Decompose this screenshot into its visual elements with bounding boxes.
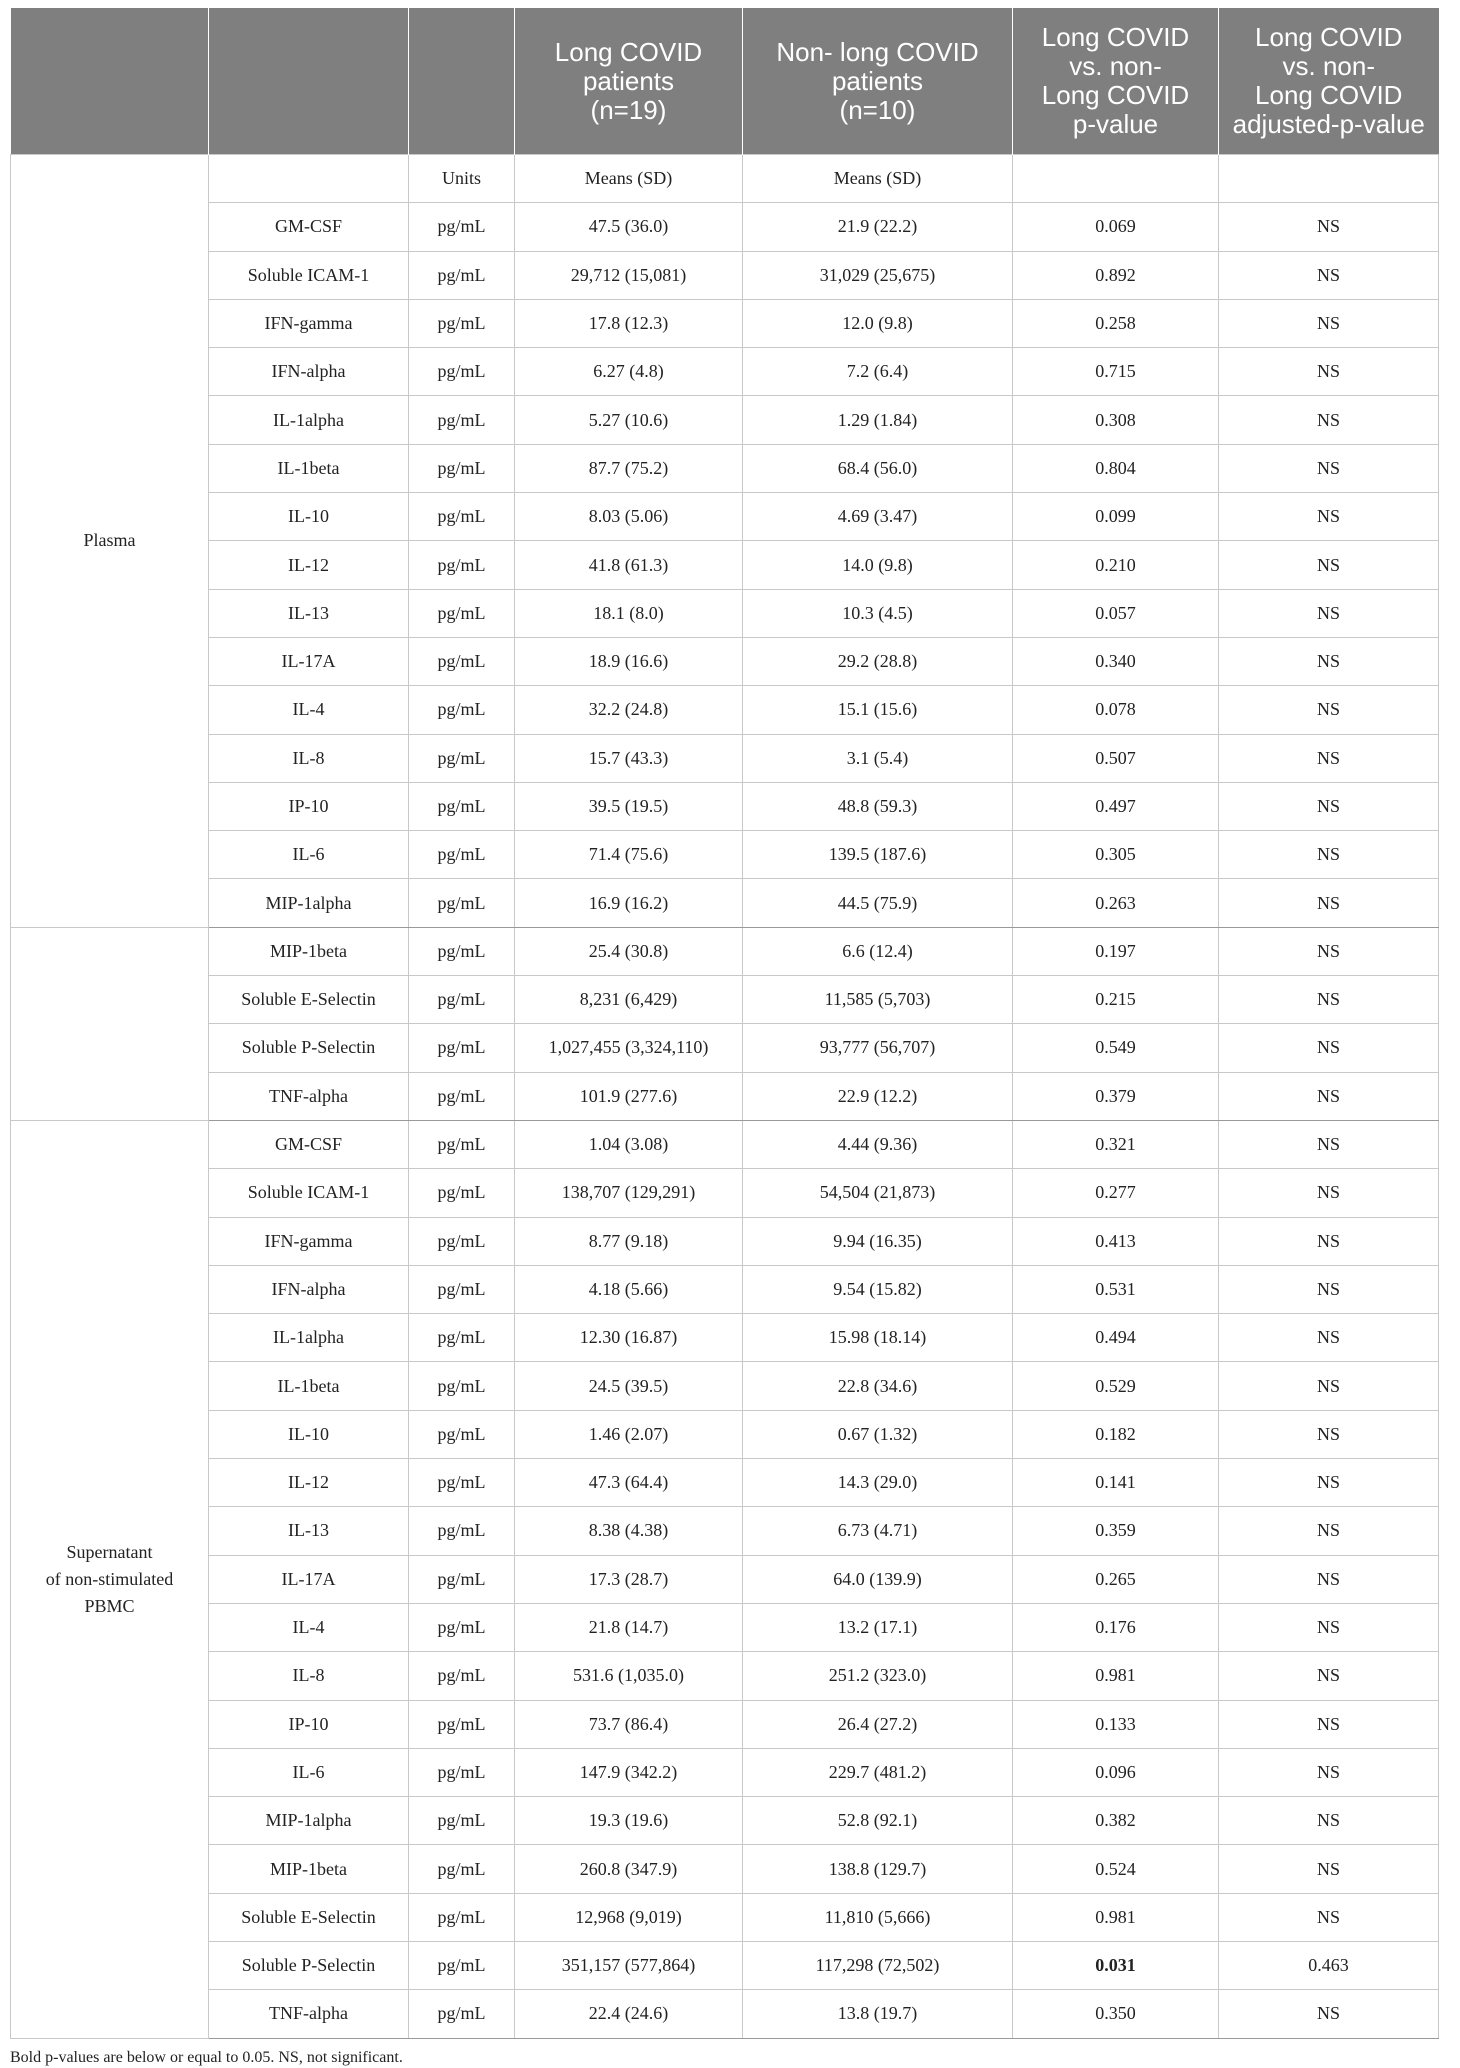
adjusted-p-value-cell: NS <box>1219 1217 1439 1265</box>
non-long-covid-cell: 4.44 (9.36) <box>743 1120 1013 1168</box>
long-covid-cell: 41.8 (61.3) <box>515 541 743 589</box>
long-covid-cell: 15.7 (43.3) <box>515 734 743 782</box>
subheader-non-long-means: Means (SD) <box>743 155 1013 203</box>
subheader-adj <box>1219 155 1439 203</box>
adjusted-p-value-cell: NS <box>1219 1990 1439 2038</box>
non-long-covid-cell: 52.8 (92.1) <box>743 1797 1013 1845</box>
marker-cell: GM-CSF <box>209 203 409 251</box>
long-covid-cell: 16.9 (16.2) <box>515 879 743 927</box>
table-row <box>11 1555 1439 1603</box>
marker-cell: IL-6 <box>209 1748 409 1796</box>
header-non-long-covid: Non- long COVID patients (n=10) <box>743 8 1013 155</box>
units-cell: pg/mL <box>409 734 515 782</box>
p-value-cell: 0.069 <box>1013 203 1219 251</box>
non-long-covid-cell: 21.9 (22.2) <box>743 203 1013 251</box>
units-cell: pg/mL <box>409 1700 515 1748</box>
units-cell: pg/mL <box>409 1893 515 1941</box>
marker-cell: IFN-alpha <box>209 348 409 396</box>
p-value-cell: 0.549 <box>1013 1024 1219 1072</box>
non-long-covid-cell: 0.67 (1.32) <box>743 1410 1013 1458</box>
adjusted-p-value-cell: NS <box>1219 493 1439 541</box>
adjusted-p-value-cell: NS <box>1219 444 1439 492</box>
header-marker <box>209 8 409 155</box>
units-cell: pg/mL <box>409 1265 515 1313</box>
p-value-cell: 0.413 <box>1013 1217 1219 1265</box>
long-covid-cell: 12,968 (9,019) <box>515 1893 743 1941</box>
marker-cell: IL-8 <box>209 1652 409 1700</box>
units-cell: pg/mL <box>409 782 515 830</box>
table-row <box>11 1603 1439 1651</box>
adjusted-p-value-cell: NS <box>1219 734 1439 782</box>
units-cell: pg/mL <box>409 1314 515 1362</box>
long-covid-cell: 8.38 (4.38) <box>515 1507 743 1555</box>
table-row <box>11 976 1439 1024</box>
long-covid-cell: 8.77 (9.18) <box>515 1217 743 1265</box>
adjusted-p-value-cell: 0.463 <box>1219 1941 1439 1989</box>
marker-cell: Soluble E-Selectin <box>209 976 409 1024</box>
long-covid-cell: 101.9 (277.6) <box>515 1072 743 1120</box>
long-covid-cell: 19.3 (19.6) <box>515 1797 743 1845</box>
adjusted-p-value-cell: NS <box>1219 831 1439 879</box>
long-covid-cell: 24.5 (39.5) <box>515 1362 743 1410</box>
p-value-cell: 0.305 <box>1013 831 1219 879</box>
table-row <box>11 1072 1439 1120</box>
header-group <box>11 8 209 155</box>
subheader-long-means: Means (SD) <box>515 155 743 203</box>
adjusted-p-value-cell: NS <box>1219 1603 1439 1651</box>
table-row <box>11 203 1439 251</box>
non-long-covid-cell: 1.29 (1.84) <box>743 396 1013 444</box>
group-label-line: PBMC <box>84 1595 135 1616</box>
table-row <box>11 396 1439 444</box>
non-long-covid-cell: 31,029 (25,675) <box>743 251 1013 299</box>
marker-cell: IL-12 <box>209 1459 409 1507</box>
table-row <box>11 686 1439 734</box>
table-row <box>11 927 1439 975</box>
units-cell: pg/mL <box>409 444 515 492</box>
non-long-covid-cell: 93,777 (56,707) <box>743 1024 1013 1072</box>
header-row <box>11 8 1439 155</box>
long-covid-cell: 6.27 (4.8) <box>515 348 743 396</box>
units-cell: pg/mL <box>409 1169 515 1217</box>
units-cell: pg/mL <box>409 203 515 251</box>
marker-cell: TNF-alpha <box>209 1072 409 1120</box>
adjusted-p-value-cell: NS <box>1219 1410 1439 1458</box>
cytokine-table <box>10 8 1439 2039</box>
marker-cell: IL-13 <box>209 1507 409 1555</box>
long-covid-cell: 18.1 (8.0) <box>515 589 743 637</box>
non-long-covid-cell: 139.5 (187.6) <box>743 831 1013 879</box>
group-label-plasma <box>11 155 209 928</box>
p-value-cell: 0.382 <box>1013 1797 1219 1845</box>
p-value-cell: 0.529 <box>1013 1362 1219 1410</box>
marker-cell: IL-1alpha <box>209 396 409 444</box>
non-long-covid-cell: 138.8 (129.7) <box>743 1845 1013 1893</box>
units-cell: pg/mL <box>409 1459 515 1507</box>
p-value-cell: 0.981 <box>1013 1652 1219 1700</box>
table-row <box>11 299 1439 347</box>
non-long-covid-cell: 13.2 (17.1) <box>743 1603 1013 1651</box>
units-cell: pg/mL <box>409 1603 515 1651</box>
adjusted-p-value-cell: NS <box>1219 879 1439 927</box>
p-value-cell: 0.057 <box>1013 589 1219 637</box>
p-value-cell: 0.215 <box>1013 976 1219 1024</box>
table-row <box>11 1459 1439 1507</box>
table-row <box>11 1893 1439 1941</box>
table-row <box>11 637 1439 685</box>
table-row <box>11 541 1439 589</box>
units-cell: pg/mL <box>409 1410 515 1458</box>
p-value-cell: 0.524 <box>1013 1845 1219 1893</box>
p-value-cell: 0.981 <box>1013 1893 1219 1941</box>
marker-cell: GM-CSF <box>209 1120 409 1168</box>
adjusted-p-value-cell: NS <box>1219 541 1439 589</box>
adjusted-p-value-cell: NS <box>1219 396 1439 444</box>
long-covid-cell: 32.2 (24.8) <box>515 686 743 734</box>
p-value-cell: 0.265 <box>1013 1555 1219 1603</box>
marker-cell: TNF-alpha <box>209 1990 409 2038</box>
non-long-covid-cell: 15.98 (18.14) <box>743 1314 1013 1362</box>
units-cell: pg/mL <box>409 1748 515 1796</box>
units-cell: pg/mL <box>409 1362 515 1410</box>
table-row <box>11 1024 1439 1072</box>
marker-cell: MIP-1beta <box>209 927 409 975</box>
adjusted-p-value-cell: NS <box>1219 1700 1439 1748</box>
marker-cell: MIP-1alpha <box>209 879 409 927</box>
adjusted-p-value-cell: NS <box>1219 299 1439 347</box>
adjusted-p-value-cell: NS <box>1219 1314 1439 1362</box>
units-cell: pg/mL <box>409 927 515 975</box>
subheader-p <box>1013 155 1219 203</box>
long-covid-cell: 147.9 (342.2) <box>515 1748 743 1796</box>
long-covid-cell: 138,707 (129,291) <box>515 1169 743 1217</box>
header-p-value: Long COVID vs. non- Long COVID p-value <box>1013 8 1219 155</box>
table-container <box>10 8 1438 2067</box>
adjusted-p-value-cell: NS <box>1219 1072 1439 1120</box>
table-footnote: Bold p-values are below or equal to 0.05. NS, not significant. <box>10 2048 403 2066</box>
long-covid-cell: 22.4 (24.6) <box>515 1990 743 2038</box>
table-row <box>11 1652 1439 1700</box>
non-long-covid-cell: 11,585 (5,703) <box>743 976 1013 1024</box>
non-long-covid-cell: 3.1 (5.4) <box>743 734 1013 782</box>
non-long-covid-cell: 251.2 (323.0) <box>743 1652 1013 1700</box>
long-covid-cell: 87.7 (75.2) <box>515 444 743 492</box>
non-long-covid-cell: 11,810 (5,666) <box>743 1893 1013 1941</box>
units-cell: pg/mL <box>409 831 515 879</box>
adjusted-p-value-cell: NS <box>1219 1652 1439 1700</box>
header-adjusted-p-value: Long COVID vs. non- Long COVID adjusted-p-value <box>1219 8 1439 155</box>
units-cell: pg/mL <box>409 589 515 637</box>
non-long-covid-cell: 54,504 (21,873) <box>743 1169 1013 1217</box>
adjusted-p-value-cell: NS <box>1219 203 1439 251</box>
table-row <box>11 734 1439 782</box>
long-covid-cell: 4.18 (5.66) <box>515 1265 743 1313</box>
non-long-covid-cell: 117,298 (72,502) <box>743 1941 1013 1989</box>
table-row <box>11 1507 1439 1555</box>
p-value-cell: 0.099 <box>1013 493 1219 541</box>
units-cell: pg/mL <box>409 1507 515 1555</box>
adjusted-p-value-cell: NS <box>1219 782 1439 830</box>
marker-cell: IP-10 <box>209 782 409 830</box>
table-row <box>11 589 1439 637</box>
adjusted-p-value-cell: NS <box>1219 686 1439 734</box>
subheader-row <box>11 155 1439 203</box>
adjusted-p-value-cell: NS <box>1219 637 1439 685</box>
p-value-cell: 0.031 <box>1013 1941 1219 1989</box>
adjusted-p-value-cell: NS <box>1219 927 1439 975</box>
marker-cell: Soluble ICAM-1 <box>209 1169 409 1217</box>
units-cell: pg/mL <box>409 251 515 299</box>
marker-cell: IL-8 <box>209 734 409 782</box>
marker-cell: IFN-gamma <box>209 1217 409 1265</box>
adjusted-p-value-cell: NS <box>1219 1893 1439 1941</box>
long-covid-cell: 1,027,455 (3,324,110) <box>515 1024 743 1072</box>
long-covid-cell: 351,157 (577,864) <box>515 1941 743 1989</box>
adjusted-p-value-cell: NS <box>1219 976 1439 1024</box>
units-cell: pg/mL <box>409 1120 515 1168</box>
units-cell: pg/mL <box>409 396 515 444</box>
adjusted-p-value-cell: NS <box>1219 589 1439 637</box>
non-long-covid-cell: 68.4 (56.0) <box>743 444 1013 492</box>
p-value-cell: 0.176 <box>1013 1603 1219 1651</box>
non-long-covid-cell: 48.8 (59.3) <box>743 782 1013 830</box>
units-cell: pg/mL <box>409 879 515 927</box>
non-long-covid-cell: 26.4 (27.2) <box>743 1700 1013 1748</box>
header-units <box>409 8 515 155</box>
p-value-cell: 0.494 <box>1013 1314 1219 1362</box>
p-value-cell: 0.715 <box>1013 348 1219 396</box>
non-long-covid-cell: 10.3 (4.5) <box>743 589 1013 637</box>
adjusted-p-value-cell: NS <box>1219 1120 1439 1168</box>
marker-cell: Soluble P-Selectin <box>209 1941 409 1989</box>
long-covid-cell: 71.4 (75.6) <box>515 831 743 879</box>
non-long-covid-cell: 9.54 (15.82) <box>743 1265 1013 1313</box>
adjusted-p-value-cell: NS <box>1219 1362 1439 1410</box>
p-value-cell: 0.133 <box>1013 1700 1219 1748</box>
units-cell: pg/mL <box>409 299 515 347</box>
group-label-line: Supernatant <box>66 1541 153 1562</box>
p-value-cell: 0.531 <box>1013 1265 1219 1313</box>
p-value-cell: 0.379 <box>1013 1072 1219 1120</box>
p-value-cell: 0.258 <box>1013 299 1219 347</box>
marker-cell: Soluble E-Selectin <box>209 1893 409 1941</box>
non-long-covid-cell: 229.7 (481.2) <box>743 1748 1013 1796</box>
table-row <box>11 1748 1439 1796</box>
header-long-covid: Long COVID patients (n=19) <box>515 8 743 155</box>
long-covid-cell: 25.4 (30.8) <box>515 927 743 975</box>
table-row <box>11 444 1439 492</box>
p-value-cell: 0.359 <box>1013 1507 1219 1555</box>
table-row <box>11 1314 1439 1362</box>
long-covid-cell: 29,712 (15,081) <box>515 251 743 299</box>
non-long-covid-cell: 44.5 (75.9) <box>743 879 1013 927</box>
marker-cell: IL-17A <box>209 1555 409 1603</box>
table-row <box>11 1941 1439 1989</box>
p-value-cell: 0.141 <box>1013 1459 1219 1507</box>
units-cell: pg/mL <box>409 637 515 685</box>
long-covid-cell: 17.3 (28.7) <box>515 1555 743 1603</box>
table-row <box>11 1217 1439 1265</box>
table-row <box>11 1700 1439 1748</box>
marker-cell: IL-4 <box>209 1603 409 1651</box>
adjusted-p-value-cell: NS <box>1219 348 1439 396</box>
subheader-marker <box>209 155 409 203</box>
table-row <box>11 1120 1439 1168</box>
table-body <box>11 155 1439 2039</box>
units-cell: pg/mL <box>409 1941 515 1989</box>
adjusted-p-value-cell: NS <box>1219 1459 1439 1507</box>
group-label-supernatant <box>11 1120 209 2038</box>
non-long-covid-cell: 6.6 (12.4) <box>743 927 1013 975</box>
long-covid-cell: 12.30 (16.87) <box>515 1314 743 1362</box>
long-covid-cell: 21.8 (14.7) <box>515 1603 743 1651</box>
marker-cell: IL-10 <box>209 493 409 541</box>
subheader-units: Units <box>409 155 515 203</box>
units-cell: pg/mL <box>409 1652 515 1700</box>
long-covid-cell: 5.27 (10.6) <box>515 396 743 444</box>
p-value-cell: 0.804 <box>1013 444 1219 492</box>
non-long-covid-cell: 22.8 (34.6) <box>743 1362 1013 1410</box>
marker-cell: IP-10 <box>209 1700 409 1748</box>
group-label-line: of non-stimulated <box>45 1568 174 1589</box>
adjusted-p-value-cell: NS <box>1219 1797 1439 1845</box>
units-cell: pg/mL <box>409 541 515 589</box>
adjusted-p-value-cell: NS <box>1219 1555 1439 1603</box>
table-row <box>11 251 1439 299</box>
adjusted-p-value-cell: NS <box>1219 1169 1439 1217</box>
table-row <box>11 1265 1439 1313</box>
long-covid-cell: 47.5 (36.0) <box>515 203 743 251</box>
units-cell: pg/mL <box>409 348 515 396</box>
non-long-covid-cell: 4.69 (3.47) <box>743 493 1013 541</box>
units-cell: pg/mL <box>409 976 515 1024</box>
p-value-cell: 0.308 <box>1013 396 1219 444</box>
non-long-covid-cell: 64.0 (139.9) <box>743 1555 1013 1603</box>
table-row <box>11 1845 1439 1893</box>
non-long-covid-cell: 9.94 (16.35) <box>743 1217 1013 1265</box>
long-covid-cell: 17.8 (12.3) <box>515 299 743 347</box>
units-cell: pg/mL <box>409 1024 515 1072</box>
units-cell: pg/mL <box>409 1797 515 1845</box>
p-value-cell: 0.321 <box>1013 1120 1219 1168</box>
p-value-cell: 0.350 <box>1013 1990 1219 2038</box>
long-covid-cell: 73.7 (86.4) <box>515 1700 743 1748</box>
table-row <box>11 879 1439 927</box>
adjusted-p-value-cell: NS <box>1219 251 1439 299</box>
long-covid-cell: 8.03 (5.06) <box>515 493 743 541</box>
table-row <box>11 1797 1439 1845</box>
p-value-cell: 0.078 <box>1013 686 1219 734</box>
adjusted-p-value-cell: NS <box>1219 1748 1439 1796</box>
long-covid-cell: 1.46 (2.07) <box>515 1410 743 1458</box>
long-covid-cell: 1.04 (3.08) <box>515 1120 743 1168</box>
marker-cell: IL-4 <box>209 686 409 734</box>
p-value-cell: 0.182 <box>1013 1410 1219 1458</box>
table-row <box>11 493 1439 541</box>
units-cell: pg/mL <box>409 1217 515 1265</box>
long-covid-cell: 18.9 (16.6) <box>515 637 743 685</box>
p-value-cell: 0.096 <box>1013 1748 1219 1796</box>
non-long-covid-cell: 15.1 (15.6) <box>743 686 1013 734</box>
non-long-covid-cell: 12.0 (9.8) <box>743 299 1013 347</box>
units-cell: pg/mL <box>409 686 515 734</box>
non-long-covid-cell: 14.0 (9.8) <box>743 541 1013 589</box>
p-value-cell: 0.892 <box>1013 251 1219 299</box>
marker-cell: IL-10 <box>209 1410 409 1458</box>
table-row <box>11 1362 1439 1410</box>
table-row <box>11 348 1439 396</box>
marker-cell: MIP-1beta <box>209 1845 409 1893</box>
marker-cell: MIP-1alpha <box>209 1797 409 1845</box>
p-value-cell: 0.210 <box>1013 541 1219 589</box>
p-value-cell: 0.277 <box>1013 1169 1219 1217</box>
long-covid-cell: 8,231 (6,429) <box>515 976 743 1024</box>
marker-cell: IL-6 <box>209 831 409 879</box>
units-cell: pg/mL <box>409 1990 515 2038</box>
non-long-covid-cell: 14.3 (29.0) <box>743 1459 1013 1507</box>
adjusted-p-value-cell: NS <box>1219 1507 1439 1555</box>
group-label-plasma-continued <box>11 927 209 1120</box>
non-long-covid-cell: 29.2 (28.8) <box>743 637 1013 685</box>
group-label-line: Plasma <box>83 530 136 551</box>
marker-cell: IL-1beta <box>209 1362 409 1410</box>
marker-cell: IFN-gamma <box>209 299 409 347</box>
long-covid-cell: 39.5 (19.5) <box>515 782 743 830</box>
marker-cell: IL-17A <box>209 637 409 685</box>
marker-cell: IFN-alpha <box>209 1265 409 1313</box>
non-long-covid-cell: 6.73 (4.71) <box>743 1507 1013 1555</box>
non-long-covid-cell: 7.2 (6.4) <box>743 348 1013 396</box>
marker-cell: IL-12 <box>209 541 409 589</box>
adjusted-p-value-cell: NS <box>1219 1265 1439 1313</box>
marker-cell: IL-13 <box>209 589 409 637</box>
table-row <box>11 1990 1439 2038</box>
table-row <box>11 1410 1439 1458</box>
table-row <box>11 831 1439 879</box>
non-long-covid-cell: 13.8 (19.7) <box>743 1990 1013 2038</box>
long-covid-cell: 531.6 (1,035.0) <box>515 1652 743 1700</box>
p-value-cell: 0.263 <box>1013 879 1219 927</box>
p-value-cell: 0.497 <box>1013 782 1219 830</box>
long-covid-cell: 47.3 (64.4) <box>515 1459 743 1507</box>
marker-cell: Soluble P-Selectin <box>209 1024 409 1072</box>
long-covid-cell: 260.8 (347.9) <box>515 1845 743 1893</box>
units-cell: pg/mL <box>409 1072 515 1120</box>
p-value-cell: 0.507 <box>1013 734 1219 782</box>
adjusted-p-value-cell: NS <box>1219 1024 1439 1072</box>
units-cell: pg/mL <box>409 1845 515 1893</box>
p-value-cell: 0.197 <box>1013 927 1219 975</box>
table-row <box>11 1169 1439 1217</box>
table-row <box>11 782 1439 830</box>
units-cell: pg/mL <box>409 1555 515 1603</box>
adjusted-p-value-cell: NS <box>1219 1845 1439 1893</box>
units-cell: pg/mL <box>409 493 515 541</box>
marker-cell: Soluble ICAM-1 <box>209 251 409 299</box>
p-value-cell: 0.340 <box>1013 637 1219 685</box>
marker-cell: IL-1alpha <box>209 1314 409 1362</box>
marker-cell: IL-1beta <box>209 444 409 492</box>
non-long-covid-cell: 22.9 (12.2) <box>743 1072 1013 1120</box>
